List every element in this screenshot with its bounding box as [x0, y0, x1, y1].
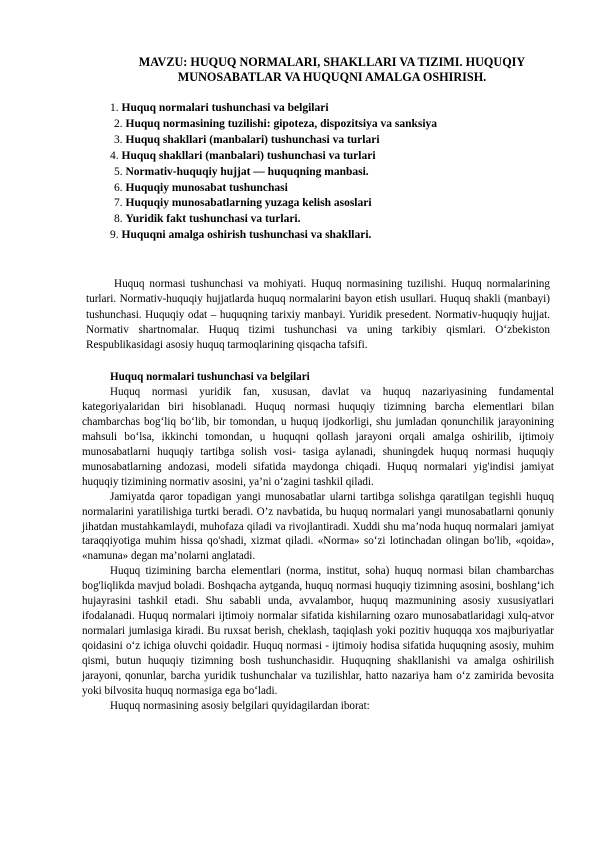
body-paragraph: Huquq normasi yuridik fan, xususan, davlat va huquq nazariyasining fundamental kategoriyalaridan biri hisoblanadi. Huquq normasi huquqiy tizimning barcha elementlari bilan chambarchas bog‘liq bo‘lib, bir tomondan, u huquq ijodkorligi, shu jumladan qonunchilik jarayonining mahsuli bo‘lsa, ikkinchi tomondan, u huquqni qollash jarayoni orqali amalga oshirilib, ijtimoiy munosabatlarni huquqiy tartibga solish vosi- tasiga aylanadi, shuningdek huquq normasi huquqiy munosabatlarning andozasi, modeli sifatida maydonga chiqadi. Huquq normalari yig'indisi jamiyat huquqiy tizimining normativ asosini, ya’ni o‘zagini tashkil qiladi.	[82, 385, 554, 488]
body-paragraph: Jamiyatda qaror topadigan yangi munosabatlar ularni tartibga solishga qaratilgan tegishli huquq normalarini yaratilishiga turtki beradi. O’z navbatida, bu huquq normalari yangi munosabatlarni qonuniy jihatdan mustahkamlaydi, muhofaza qiladi va rivojlantiradi. Xuddi shu ma’noda huquq normalari jamiyat taraqqiyotiga muhim hissa qo'shadi, xizmat qiladi. «Norma» so‘zi lotinchadan olingan bo'lib, «qoida», «namuna» degan ma’nolarni anglatadi.	[82, 490, 554, 563]
title-line-1: MAVZU: HUQUQ NORMALARI, SHAKLLARI VA TIZIMI. HUQUQIY	[138, 55, 526, 69]
document-title	[92, 55, 572, 85]
section-heading: Huquq normalari tushunchasi va belgilari	[110, 371, 310, 383]
outline-item: 3. Huquq shakllari (manbalari) tushunchasi va turlari	[114, 133, 380, 146]
outline-item: 4. Huquq shakllari (manbalari) tushunchasi va turlari	[110, 149, 376, 162]
topic-outline	[110, 101, 570, 244]
topic-summary: Huquq normasi tushunchasi va mohiyati. Huquq normasining tuzilishi. Huquq normalarining turlari. Normativ-huquqiy hujjatlarda huquq normalarini bayon etish usullari. Huquq shakli (manbayi) tushunchasi. Huquqiy odat – huquqning tarixiy manbayi. Yuridik presedent. Normativ-huquqiy hujjat. Normativ shartnomalar. Huquq tizimi tushunchasi va uning tarkibiy qismlari. O‘zbekiston Respublikasidagi asosiy huquq tarmoqlarining qisqacha tafsifi.	[86, 278, 550, 352]
title-line-2: MUNOSABATLAR VA HUQUQNI AMALGA OSHIRISH.	[177, 70, 487, 84]
outline-item: 5. Normativ-huquqiy hujjat — huquqning manbasi.	[114, 165, 369, 178]
outline-item: 6. Huquqiy munosabat tushunchasi	[114, 181, 288, 194]
outline-item: 1. Huquq normalari tushunchasi va belgilari	[110, 102, 329, 114]
body-paragraph: Huquq tizimining barcha elementlari (norma, institut, soha) huquq normasi bilan chambarchas bog'liqlikda mavjud boladi. Boshqacha aytganda, huquq normasi huquqiy tizimning asosini, boshlang‘ich hujayrasini tashkil etadi. Shu sababli unda, avvalambor, huquq mazmunining asosiy xususiyatlari ifodalanadi. Huquq normalari ijtimoiy normalar sifatida kishilarning ozaro munosabatlaridagi xulq-atvor normalari jumlasiga kiradi. Bu ruxsat berish, cheklash, taqiqlash yoki pozitiv huquqqa xos majburiyatlar qoidasini o‘z ichiga oluvchi qoidadir. Huquq normasi - ijtimoiy hodisa sifatida huquqning asosiy, muhim qismi, butun huquqiy tizimning bosh tushunchasidir. Huquqning shakllanishi va amalga oshirilish jarayoni, qonunlar, barcha yuridik tushunchalar va tuzilishlar, hatto nazariya ham o‘z zamirida bevosita yoki bilvosita huquq normasiga ega bo‘ladi.	[82, 565, 554, 698]
outline-item: 7. Huquqiy munosabatlarning yuzaga kelish asoslari	[114, 197, 372, 210]
outline-item: 9. Huquqni amalga oshirish tushunchasi va shakllari.	[110, 229, 372, 242]
outline-item: 8. Yuridik fakt tushunchasi va turlari.	[114, 213, 301, 226]
section-body	[82, 370, 554, 714]
outline-item: 2. Huquq normasining tuzilishi: gipoteza, dispozitsiya va sanksiya	[114, 117, 438, 130]
body-paragraph: Huquq normasining asosiy belgilari quyidagilardan iborat:	[110, 699, 370, 712]
